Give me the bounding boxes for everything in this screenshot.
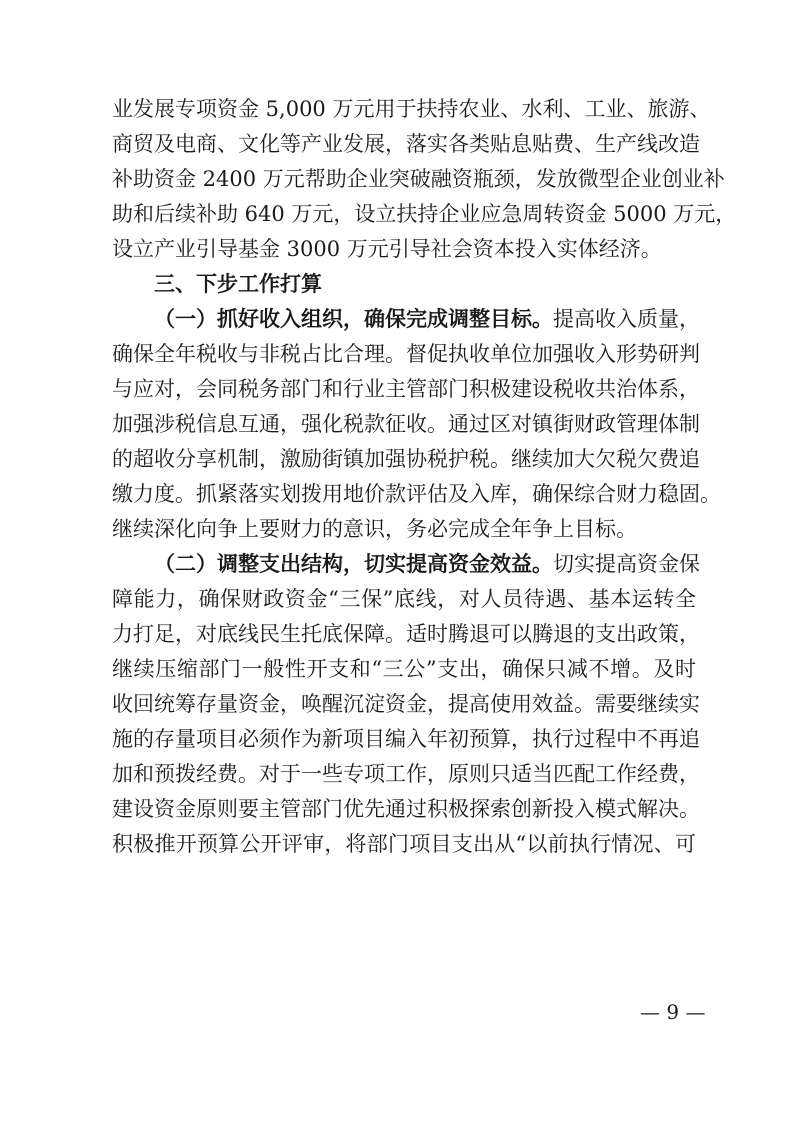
paragraph-lead: （二）调整支出结构，切实提高资金效益。 [154,552,553,576]
text-line: 建设资金原则要主管部门优先通过积极探索创新投入模式解决。 [112,797,700,821]
text-line: 积极推开预算公开评审，将部门项目支出从“以前执行情况、可 [112,832,696,856]
section-heading: 三、下步工作打算 [154,272,322,296]
text-line: 业发展专项资金 5,000 万元用于扶持农业、水利、工业、旅游、 [112,97,711,121]
text-line: 加强涉税信息互通，强化税款征收。通过区对镇街财政管理体制 [112,412,700,436]
text-line: 障能力，确保财政资金“三保”底线，对人员待遇、基本运转全 [112,587,696,611]
text-line: 继续深化向争上要财力的意识，务必完成全年争上目标。 [112,517,637,541]
text-line: 施的存量项目必须作为新项目编入年初预算，执行过程中不再追 [112,727,700,751]
text-line: 确保全年税收与非税占比合理。督促执收单位加强收入形势研判 [112,342,700,366]
paragraph-text: 切实提高资金保 [553,552,700,576]
text-line: 继续压缩部门一般性开支和“三公”支出，确保只减不增。及时 [112,657,696,681]
page-number: — 9 — [640,1000,706,1024]
text-line: 力打足，对底线民生托底保障。适时腾退可以腾退的支出政策， [112,622,700,646]
paragraph-text: 提高收入质量， [553,307,700,331]
paragraph-lead: （一）抓好收入组织，确保完成调整目标。 [154,307,553,331]
text-line: 的超收分享机制，激励街镇加强协税护税。继续加大欠税欠费追 [112,447,700,471]
text-line: 设立产业引导基金 3000 万元引导社会资本投入实体经济。 [112,237,662,261]
text-line: 与应对，会同税务部门和行业主管部门积极建设税收共治体系， [112,377,700,401]
text-line: 加和预拨经费。对于一些专项工作，原则只适当匹配工作经费， [112,762,700,786]
body-text [112,92,737,862]
paragraph-first-line [112,547,700,582]
text-line: 缴力度。抓紧落实划拨用地价款评估及入库，确保综合财力稳固。 [112,482,721,506]
text-line: 商贸及电商、文化等产业发展，落实各类贴息贴费、生产线改造 [112,132,700,156]
text-line: 助和后续补助 640 万元，设立扶持企业应急周转资金 5000 万元， [112,202,737,226]
text-line: 收回统筹存量资金，唤醒沉淀资金，提高使用效益。需要继续实 [112,692,700,716]
text-line: 补助资金 2400 万元帮助企业突破融资瓶颈，发放微型企业创业补 [112,167,725,191]
paragraph-first-line [112,302,700,337]
